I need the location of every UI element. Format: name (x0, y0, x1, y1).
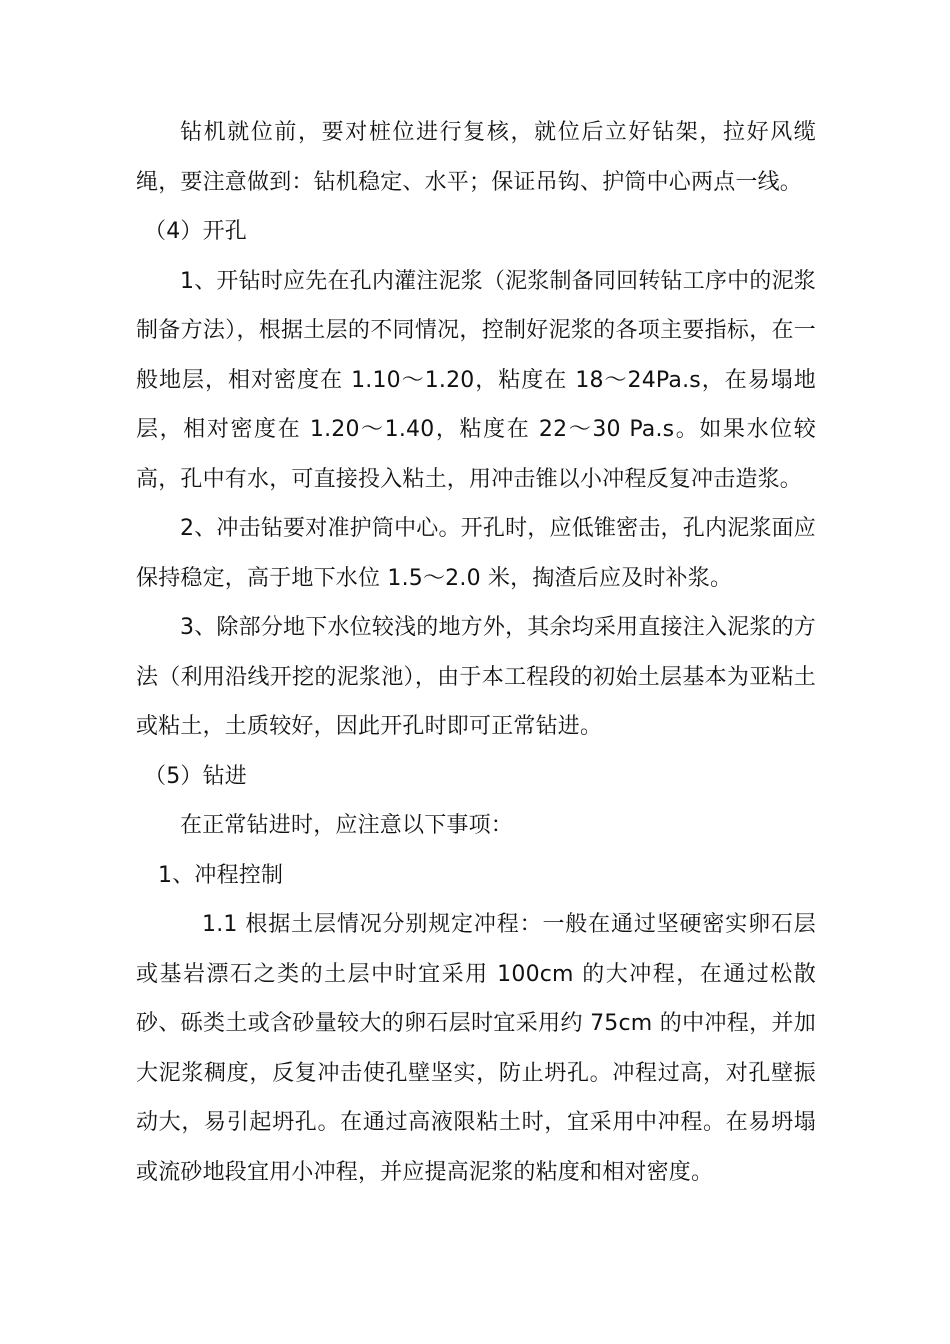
paragraph-direct-mud: 3、除部分地下水位较浅的地方外，其余均采用直接注入泥浆的方法（利用沿线开挖的泥浆池），由于本工程段的初始土层基本为亚粘土或粘土，土质较好，因此开孔时即可正常钻进。 (136, 615, 816, 739)
document-body (136, 108, 816, 1197)
paragraph-mud-injection: 1、开钻时应先在孔内灌注泥浆（泥浆制备同回转钻工序中的泥浆制备方法），根据土层的不同情况，控制好泥浆的各项主要指标，在一般地层，相对密度在 1.10～1.20，粘度在 18～24Pa.s，在易塌地层，相对密度在 1.20～1.40，粘度在 22～30 Pa.s。如果水位较高，孔中有水，可直接投入粘土，用冲击锥以小冲程反复冲击造浆。 (136, 268, 816, 492)
paragraph-drilling-notes: 在正常钻进时，应注意以下事项： (180, 813, 514, 838)
subheading-stroke-control: 1、冲程控制 (158, 862, 284, 888)
paragraph-rig-positioning: 钻机就位前，要对桩位进行复核，就位后立好钻架，拉好风缆绳，要注意做到：钻机稳定、水平；保证吊钩、护筒中心两点一线。 (136, 120, 816, 195)
section-heading-drilling: （5）钻进 (144, 763, 247, 789)
paragraph-stroke-rules: 1.1 根据土层情况分别规定冲程：一般在通过坚硬密实卵石层或基岩漂石之类的土层中时宜采用 100cm 的大冲程，在通过松散砂、砾类土或含砂量较大的卵石层时宜采用约 75cm 的中冲程，并加大泥浆稠度，反复冲击使孔壁坚实，防止坍孔。冲程过高，对孔壁振动大，易引起坍孔。在通过高液限粘土时，宜采用中冲程。在易坍塌或流砂地段宜用小冲程，并应提高泥浆的粘度和相对密度。 (136, 912, 816, 1185)
section-heading-open-hole: （4）开孔 (144, 219, 247, 244)
paragraph-align-casing: 2、冲击钻要对准护筒中心。开孔时，应低锥密击，孔内泥浆面应保持稳定，高于地下水位 1.5～2.0 米，掏渣后应及时补浆。 (136, 516, 816, 591)
